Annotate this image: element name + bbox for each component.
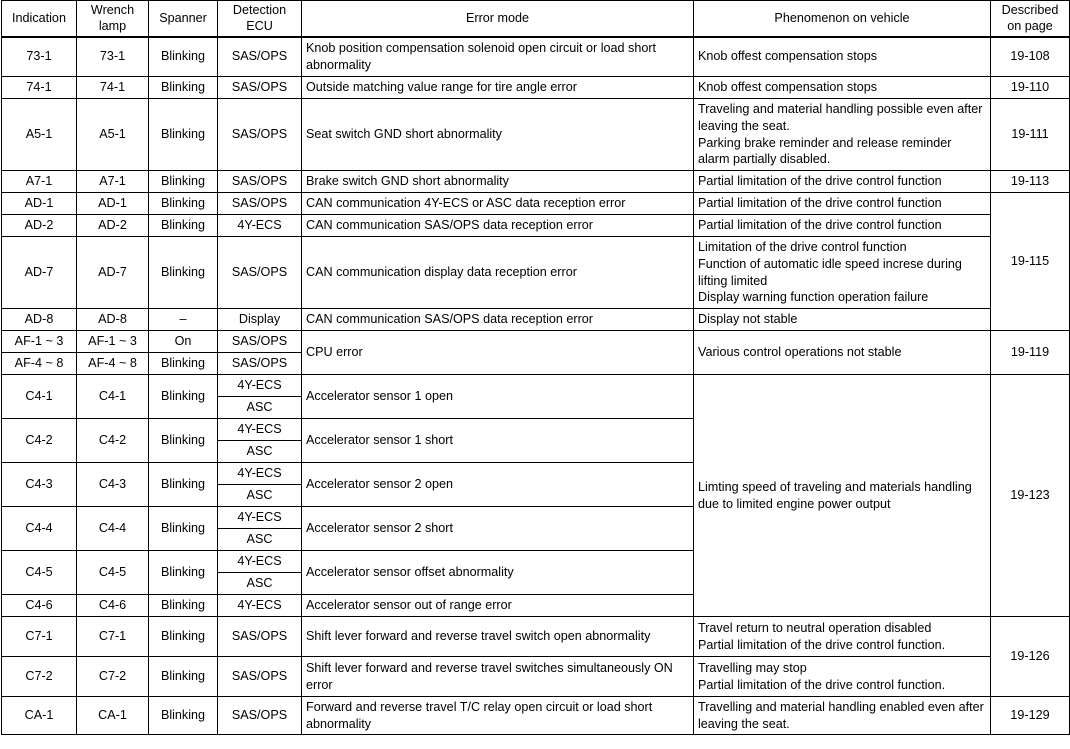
error-mode-cell: Accelerator sensor 2 short	[302, 507, 694, 551]
page-ref-cell: 19-119	[991, 331, 1070, 375]
wrench-lamp-cell: C4-1	[77, 375, 149, 419]
error-mode-cell: Outside matching value range for tire angle error	[302, 77, 694, 99]
detection-ecu-cell: SAS/OPS	[218, 37, 302, 77]
error-mode-cell: Seat switch GND short abnormality	[302, 99, 694, 171]
table-row	[2, 37, 1070, 77]
phenomenon-cell: Partial limitation of the drive control function	[694, 193, 991, 215]
spanner-cell: Blinking	[149, 657, 218, 697]
wrench-lamp-cell: AF-1 ~ 3	[77, 331, 149, 353]
spanner-cell: Blinking	[149, 37, 218, 77]
wrench-lamp-cell: C7-2	[77, 657, 149, 697]
detection-ecu-cell: 4Y-ECS	[218, 595, 302, 617]
page-ref-cell: 19-115	[991, 193, 1070, 331]
spanner-cell: Blinking	[149, 353, 218, 375]
detection-ecu-cell: ASC	[218, 573, 302, 595]
phenomenon-cell: Travelling may stop Partial limitation of the drive control function.	[694, 657, 991, 697]
spanner-cell: Blinking	[149, 697, 218, 735]
table-row	[2, 237, 1070, 309]
spanner-cell: Blinking	[149, 463, 218, 507]
detection-ecu-cell: SAS/OPS	[218, 697, 302, 735]
indication-cell: A5-1	[2, 99, 77, 171]
spanner-cell: Blinking	[149, 77, 218, 99]
detection-ecu-cell: ASC	[218, 397, 302, 419]
detection-ecu-cell: 4Y-ECS	[218, 419, 302, 441]
table-row	[2, 697, 1070, 735]
wrench-lamp-cell: 74-1	[77, 77, 149, 99]
table-row	[2, 309, 1070, 331]
detection-ecu-cell: 4Y-ECS	[218, 463, 302, 485]
spanner-cell: Blinking	[149, 595, 218, 617]
error-mode-cell: Accelerator sensor 1 short	[302, 419, 694, 463]
indication-cell: C4-5	[2, 551, 77, 595]
table-row	[2, 171, 1070, 193]
wrench-lamp-cell: AD-1	[77, 193, 149, 215]
page-ref-cell: 19-123	[991, 375, 1070, 617]
table-row	[2, 375, 1070, 397]
table-row	[2, 331, 1070, 353]
spanner-cell: Blinking	[149, 215, 218, 237]
col-header-wrench-lamp: Wrench lamp	[77, 1, 149, 37]
detection-ecu-cell: SAS/OPS	[218, 353, 302, 375]
col-header-described-on-page: Described on page	[991, 1, 1070, 37]
phenomenon-cell: Partial limitation of the drive control function	[694, 171, 991, 193]
spanner-cell: Blinking	[149, 507, 218, 551]
table-row	[2, 215, 1070, 237]
spanner-cell: Blinking	[149, 419, 218, 463]
error-mode-cell: CAN communication 4Y-ECS or ASC data reception error	[302, 193, 694, 215]
detection-ecu-cell: SAS/OPS	[218, 171, 302, 193]
table-row	[2, 99, 1070, 171]
phenomenon-cell: Knob offest compensation stops	[694, 37, 991, 77]
wrench-lamp-cell: AD-7	[77, 237, 149, 309]
indication-cell: C7-2	[2, 657, 77, 697]
wrench-lamp-cell: C4-2	[77, 419, 149, 463]
spanner-cell: Blinking	[149, 193, 218, 215]
indication-cell: A7-1	[2, 171, 77, 193]
col-header-detection-ecu: Detection ECU	[218, 1, 302, 37]
detection-ecu-cell: Display	[218, 309, 302, 331]
wrench-lamp-cell: CA-1	[77, 697, 149, 735]
spanner-cell: Blinking	[149, 171, 218, 193]
page-ref-cell: 19-126	[991, 617, 1070, 697]
error-mode-cell: Brake switch GND short abnormality	[302, 171, 694, 193]
phenomenon-cell: Various control operations not stable	[694, 331, 991, 375]
table-row	[2, 657, 1070, 697]
page-ref-cell: 19-111	[991, 99, 1070, 171]
col-header-indication: Indication	[2, 1, 77, 37]
page-ref-cell: 19-129	[991, 697, 1070, 735]
indication-cell: C4-4	[2, 507, 77, 551]
detection-ecu-cell: SAS/OPS	[218, 77, 302, 99]
detection-ecu-cell: ASC	[218, 529, 302, 551]
detection-ecu-cell: 4Y-ECS	[218, 375, 302, 397]
spanner-cell: Blinking	[149, 375, 218, 419]
header-row	[2, 1, 1070, 37]
wrench-lamp-cell: C7-1	[77, 617, 149, 657]
detection-ecu-cell: ASC	[218, 485, 302, 507]
indication-cell: 74-1	[2, 77, 77, 99]
detection-ecu-cell: SAS/OPS	[218, 331, 302, 353]
table-row	[2, 193, 1070, 215]
indication-cell: C4-2	[2, 419, 77, 463]
error-mode-cell: CPU error	[302, 331, 694, 375]
wrench-lamp-cell: C4-6	[77, 595, 149, 617]
spanner-cell: Blinking	[149, 99, 218, 171]
error-mode-cell: Accelerator sensor 2 open	[302, 463, 694, 507]
wrench-lamp-cell: C4-3	[77, 463, 149, 507]
error-mode-cell: Accelerator sensor out of range error	[302, 595, 694, 617]
phenomenon-cell: Knob offest compensation stops	[694, 77, 991, 99]
spanner-cell: On	[149, 331, 218, 353]
indication-cell: C7-1	[2, 617, 77, 657]
spanner-cell: Blinking	[149, 551, 218, 595]
indication-cell: C4-6	[2, 595, 77, 617]
spanner-cell: –	[149, 309, 218, 331]
phenomenon-cell: Travelling and material handling enabled even after leaving the seat.	[694, 697, 991, 735]
error-mode-cell: Knob position compensation solenoid open circuit or load short abnormality	[302, 37, 694, 77]
spanner-cell: Blinking	[149, 617, 218, 657]
indication-cell: AF-1 ~ 3	[2, 331, 77, 353]
phenomenon-cell: Display not stable	[694, 309, 991, 331]
error-mode-cell: Shift lever forward and reverse travel switch open abnormality	[302, 617, 694, 657]
col-header-phenomenon: Phenomenon on vehicle	[694, 1, 991, 37]
indication-cell: AF-4 ~ 8	[2, 353, 77, 375]
detection-ecu-cell: SAS/OPS	[218, 193, 302, 215]
detection-ecu-cell: SAS/OPS	[218, 237, 302, 309]
page-ref-cell: 19-110	[991, 77, 1070, 99]
phenomenon-cell: Partial limitation of the drive control function	[694, 215, 991, 237]
indication-cell: C4-1	[2, 375, 77, 419]
error-code-table	[1, 0, 1070, 735]
indication-cell: AD-1	[2, 193, 77, 215]
indication-cell: AD-7	[2, 237, 77, 309]
detection-ecu-cell: ASC	[218, 441, 302, 463]
phenomenon-cell: Traveling and material handling possible even after leaving the seat. Parking brake reminder and release reminder alarm partially disabled.	[694, 99, 991, 171]
indication-cell: CA-1	[2, 697, 77, 735]
wrench-lamp-cell: AD-8	[77, 309, 149, 331]
phenomenon-cell: Limitation of the drive control function Function of automatic idle speed increse during lifting limited Display warning function operation failure	[694, 237, 991, 309]
wrench-lamp-cell: C4-4	[77, 507, 149, 551]
detection-ecu-cell: 4Y-ECS	[218, 215, 302, 237]
phenomenon-cell: Limting speed of traveling and materials handling due to limited engine power output	[694, 375, 991, 617]
detection-ecu-cell: SAS/OPS	[218, 657, 302, 697]
page-ref-cell: 19-113	[991, 171, 1070, 193]
error-mode-cell: CAN communication display data reception error	[302, 237, 694, 309]
table-row	[2, 617, 1070, 657]
indication-cell: C4-3	[2, 463, 77, 507]
phenomenon-cell: Travel return to neutral operation disabled Partial limitation of the drive control function.	[694, 617, 991, 657]
wrench-lamp-cell: A7-1	[77, 171, 149, 193]
spanner-cell: Blinking	[149, 237, 218, 309]
detection-ecu-cell: SAS/OPS	[218, 99, 302, 171]
error-mode-cell: Accelerator sensor 1 open	[302, 375, 694, 419]
page-ref-cell: 19-108	[991, 37, 1070, 77]
detection-ecu-cell: 4Y-ECS	[218, 507, 302, 529]
error-mode-cell: Accelerator sensor offset abnormality	[302, 551, 694, 595]
wrench-lamp-cell: C4-5	[77, 551, 149, 595]
indication-cell: AD-2	[2, 215, 77, 237]
wrench-lamp-cell: A5-1	[77, 99, 149, 171]
col-header-error-mode: Error mode	[302, 1, 694, 37]
detection-ecu-cell: SAS/OPS	[218, 617, 302, 657]
col-header-spanner: Spanner	[149, 1, 218, 37]
wrench-lamp-cell: 73-1	[77, 37, 149, 77]
detection-ecu-cell: 4Y-ECS	[218, 551, 302, 573]
table-row	[2, 77, 1070, 99]
indication-cell: 73-1	[2, 37, 77, 77]
wrench-lamp-cell: AF-4 ~ 8	[77, 353, 149, 375]
wrench-lamp-cell: AD-2	[77, 215, 149, 237]
error-mode-cell: CAN communication SAS/OPS data reception error	[302, 215, 694, 237]
error-mode-cell: Shift lever forward and reverse travel switches simultaneously ON error	[302, 657, 694, 697]
indication-cell: AD-8	[2, 309, 77, 331]
error-mode-cell: Forward and reverse travel T/C relay open circuit or load short abnormality	[302, 697, 694, 735]
error-mode-cell: CAN communication SAS/OPS data reception error	[302, 309, 694, 331]
